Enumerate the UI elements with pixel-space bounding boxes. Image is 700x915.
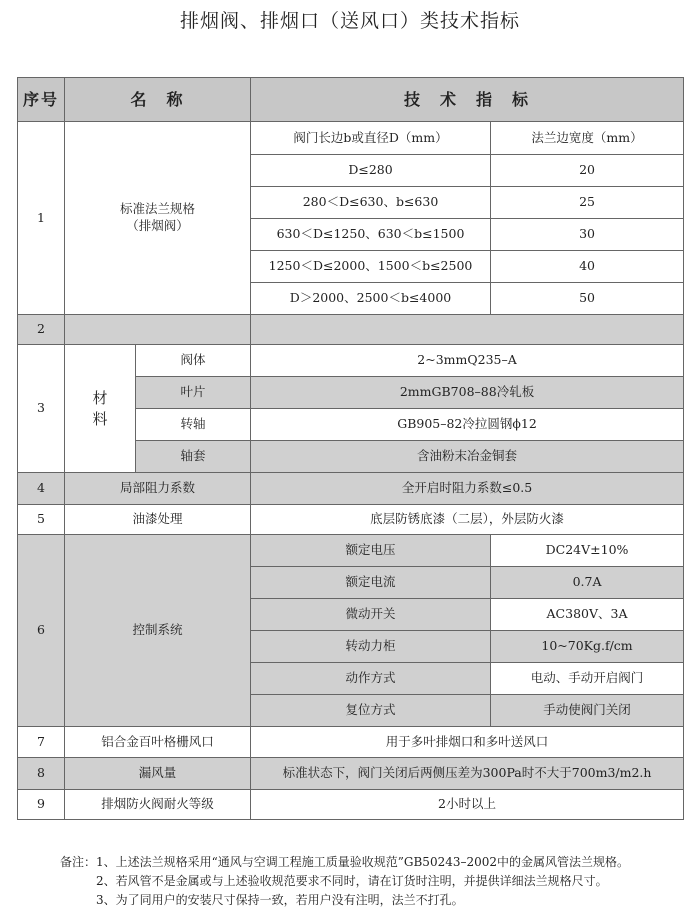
table-row <box>18 790 684 820</box>
table-row <box>18 727 684 758</box>
spec-value: 30 <box>491 219 684 251</box>
row-number: 1 <box>18 122 65 315</box>
control-item-value: 电动、手动开启阀门 <box>491 663 684 695</box>
spec-range: D＞2000、2500＜b≤4000 <box>251 283 491 315</box>
row-number: 7 <box>18 727 65 758</box>
row-name: 局部阻力系数 <box>65 473 251 505</box>
row-number: 9 <box>18 790 65 820</box>
note-text: 2、若风管不是金属或与上述验收规范要求不同时，请在订货时注明，并提供详细法兰规格尺寸。 <box>96 874 608 888</box>
header-name: 名 称 <box>65 78 251 122</box>
row-number: 4 <box>18 473 65 505</box>
control-item-name: 微动开关 <box>251 599 491 631</box>
row-name: 漏风量 <box>65 758 251 790</box>
row-number: 2 <box>18 315 65 345</box>
row-value: 底层防锈底漆（二层），外层防火漆 <box>251 505 684 535</box>
material-item-value: 含油粉末冶金铜套 <box>251 441 684 473</box>
subheader-length: 阀门长边b或直径D（mm） <box>251 122 491 155</box>
row-value: 2小时以上 <box>251 790 684 820</box>
header-spec: 技 术 指 标 <box>251 78 684 122</box>
notes <box>60 853 690 910</box>
control-item-value: 0.7A <box>491 567 684 599</box>
spec-value: 40 <box>491 251 684 283</box>
table-row <box>18 345 684 377</box>
row-value <box>251 315 684 345</box>
control-item-name: 额定电流 <box>251 567 491 599</box>
header-no: 序号 <box>18 78 65 122</box>
row-name <box>65 315 251 345</box>
table-header-row <box>18 78 684 122</box>
control-item-name: 额定电压 <box>251 535 491 567</box>
row-number: 8 <box>18 758 65 790</box>
control-item-value: DC24V±10% <box>491 535 684 567</box>
note-line <box>60 872 690 891</box>
material-char-2: 料 <box>92 409 108 428</box>
row-value: 用于多叶排烟口和多叶送风口 <box>251 727 684 758</box>
material-item-name: 阀体 <box>136 345 251 377</box>
material-item-value: 2mmGB708–88冷轧板 <box>251 377 684 409</box>
control-item-name: 转动力柜 <box>251 631 491 663</box>
control-item-name: 动作方式 <box>251 663 491 695</box>
row-value: 全开启时阻力系数≤0.5 <box>251 473 684 505</box>
spec-value: 50 <box>491 283 684 315</box>
row-name: 铝合金百叶格栅风口 <box>65 727 251 758</box>
table-row <box>18 758 684 790</box>
spec-range: 1250＜D≤2000、1500＜b≤2500 <box>251 251 491 283</box>
control-item-name: 复位方式 <box>251 695 491 727</box>
note-text: 3、为了同用户的安装尺寸保持一致，若用户没有注明，法兰不打孔。 <box>96 893 464 907</box>
row-number: 5 <box>18 505 65 535</box>
row-name: 排烟防火阀耐火等级 <box>65 790 251 820</box>
row-number: 3 <box>18 345 65 473</box>
spec-range: 630＜D≤1250、630＜b≤1500 <box>251 219 491 251</box>
page-title: 排烟阀、排烟口（送风口）类技术指标 <box>179 10 520 32</box>
table-row <box>18 315 684 345</box>
spec-value: 20 <box>491 155 684 187</box>
spec-table <box>17 77 684 820</box>
row-name: 控制系统 <box>65 535 251 727</box>
material-item-name: 轴套 <box>136 441 251 473</box>
material-item-value: 2~3mmQ235–A <box>251 345 684 377</box>
row-name <box>65 122 251 315</box>
material-item-value: GB905–82冷拉圆钢ϕ12 <box>251 409 684 441</box>
material-item-name: 转轴 <box>136 409 251 441</box>
note-line <box>60 853 690 872</box>
spec-value: 25 <box>491 187 684 219</box>
control-item-value: 手动使阀门关闭 <box>491 695 684 727</box>
table-row <box>18 122 684 155</box>
spec-range: D≤280 <box>251 155 491 187</box>
table-row <box>18 505 684 535</box>
control-item-value: 10~70Kg.f/cm <box>491 631 684 663</box>
row-number: 6 <box>18 535 65 727</box>
note-line <box>60 891 690 910</box>
row-name-line2: （排烟阀） <box>126 218 189 233</box>
material-group-label <box>65 345 136 473</box>
table-row <box>18 473 684 505</box>
control-item-value: AC380V、3A <box>491 599 684 631</box>
material-char-1: 材 <box>92 389 108 408</box>
spec-range: 280＜D≤630、b≤630 <box>251 187 491 219</box>
row-value: 标准状态下，阀门关闭后两侧压差为300Pa时不大于700m3/m2.h <box>251 758 684 790</box>
subheader-flange-width: 法兰边宽度（mm） <box>491 122 684 155</box>
notes-label: 备注： <box>60 855 97 869</box>
table-row <box>18 535 684 567</box>
row-name-line1: 标准法兰规格 <box>120 201 196 217</box>
note-text: 1、上述法兰规格采用“通风与空调工程施工质量验收规范”GB50243–2002中的金属风管法兰规格。 <box>96 855 630 869</box>
material-item-name: 叶片 <box>136 377 251 409</box>
row-name: 油漆处理 <box>65 505 251 535</box>
